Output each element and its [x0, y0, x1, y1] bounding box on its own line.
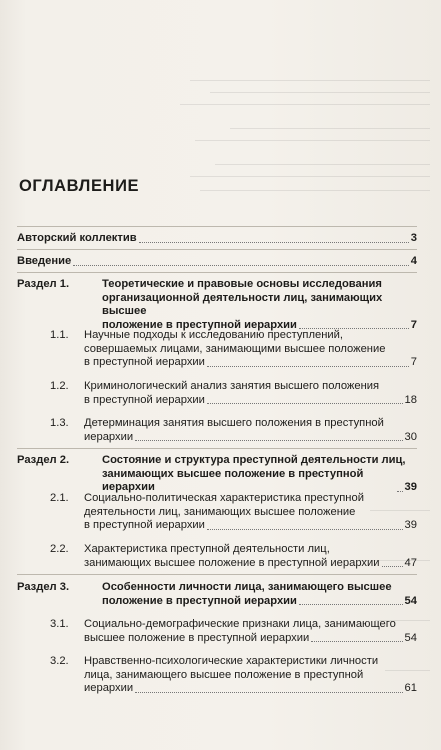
dot-leader — [207, 403, 403, 404]
toc-subsection-2-1[interactable] — [17, 492, 417, 533]
dot-leader — [299, 604, 403, 605]
subsection-title-line: Характеристика преступной деятельности лиц, — [84, 543, 330, 555]
subsection-title-line: лица, занимающего высшее положение в преступной — [84, 668, 364, 681]
section-title-line: организационной деятельности лиц, занимающих высшее — [102, 291, 383, 318]
toc-page-number: 39 — [404, 481, 417, 494]
subsection-title-line: совершаемых лицами, занимающими высшее положение — [84, 342, 386, 355]
toc-entry-text: Введение — [17, 255, 72, 267]
section-title-line: занимающих высшее положение в преступной иерархии — [102, 467, 364, 494]
subsection-title-line: Нравственно-психологические характеристики личности — [84, 655, 379, 667]
subsection-title-line: деятельности лиц, занимающих высшее положение — [84, 505, 356, 518]
toc-page-number: 3 — [410, 232, 417, 244]
toc-entry-authors[interactable] — [17, 232, 417, 246]
divider — [17, 249, 417, 250]
dot-leader — [73, 265, 409, 266]
toc-entry-text: Авторский коллектив — [17, 232, 137, 244]
page-title: ОГЛАВЛЕНИЕ — [19, 177, 140, 195]
section-title-line: положение в преступной иерархии — [102, 318, 297, 331]
subsection-number: 3.1. — [50, 618, 69, 630]
toc-section-1[interactable] — [17, 278, 417, 332]
subsection-title-line: высшее положение в преступной иерархии — [84, 631, 310, 644]
toc-page-number: 39 — [404, 519, 417, 532]
section-title-line: Состояние и структура преступной деятельности лиц, — [102, 454, 406, 466]
subsection-title-line: Социально-политическая характеристика преступной — [84, 492, 364, 504]
subsection-number: 2.1. — [50, 492, 69, 504]
toc-page-number: 54 — [404, 594, 417, 607]
toc-subsection-1-3[interactable] — [17, 417, 417, 444]
subsection-title-line: в преступной иерархии — [84, 519, 205, 532]
toc-page-number: 47 — [404, 556, 417, 569]
toc-entry-intro[interactable] — [17, 255, 417, 269]
toc-subsection-1-2[interactable] — [17, 380, 417, 407]
dot-leader — [139, 242, 409, 243]
section-title-line: Особенности личности лица, занимающего высшее — [102, 581, 392, 593]
subsection-title-line: иерархии — [84, 430, 134, 443]
section-title-line: положение в преступной иерархии — [102, 594, 297, 607]
toc-subsection-3-1[interactable] — [17, 618, 417, 645]
toc-page-number: 7 — [410, 356, 417, 369]
subsection-title-line: в преступной иерархии — [84, 393, 205, 406]
divider — [17, 448, 417, 449]
subsection-number: 1.2. — [50, 380, 69, 392]
subsection-title-line: в преступной иерархии — [84, 356, 205, 369]
subsection-title-line: Криминологический анализ занятия высшего положения — [84, 380, 380, 392]
divider — [17, 574, 417, 575]
toc-page-number: 4 — [410, 255, 417, 267]
toc-page-number: 61 — [404, 682, 417, 695]
section-label: Раздел 3. — [17, 581, 70, 593]
dot-leader — [207, 366, 409, 367]
subsection-title-line: Научные подходы к исследованию преступлений, — [84, 329, 344, 341]
subsection-title-line: занимающих высшее положение в преступной иерархии — [84, 556, 380, 569]
subsection-number: 1.1. — [50, 329, 69, 341]
toc-subsection-1-1[interactable] — [17, 329, 417, 370]
toc-subsection-3-2[interactable] — [17, 655, 417, 696]
subsection-title-line: Детерминация занятия высшего положения в преступной — [84, 417, 384, 429]
toc-page-number: 18 — [404, 393, 417, 406]
toc-page-number: 54 — [404, 631, 417, 644]
section-label: Раздел 1. — [17, 278, 70, 290]
dot-leader — [382, 566, 403, 567]
divider — [17, 272, 417, 273]
subsection-number: 3.2. — [50, 655, 69, 667]
toc-section-2[interactable] — [17, 454, 417, 495]
toc-page-number: 7 — [410, 318, 417, 331]
dot-leader — [207, 529, 403, 530]
subsection-number: 2.2. — [50, 543, 69, 555]
dot-leader — [135, 440, 402, 441]
dot-leader — [135, 692, 402, 693]
toc-page-number: 30 — [404, 430, 417, 443]
subsection-title-line: Социально-демографические признаки лица, занимающего — [84, 618, 396, 630]
dot-leader — [311, 641, 402, 642]
toc-subsection-2-2[interactable] — [17, 543, 417, 570]
divider — [17, 226, 417, 227]
subsection-title-line: иерархии — [84, 682, 134, 695]
toc-section-3[interactable] — [17, 581, 417, 608]
section-label: Раздел 2. — [17, 454, 70, 466]
subsection-number: 1.3. — [50, 417, 69, 429]
section-title-line: Теоретические и правовые основы исследования — [102, 278, 382, 290]
